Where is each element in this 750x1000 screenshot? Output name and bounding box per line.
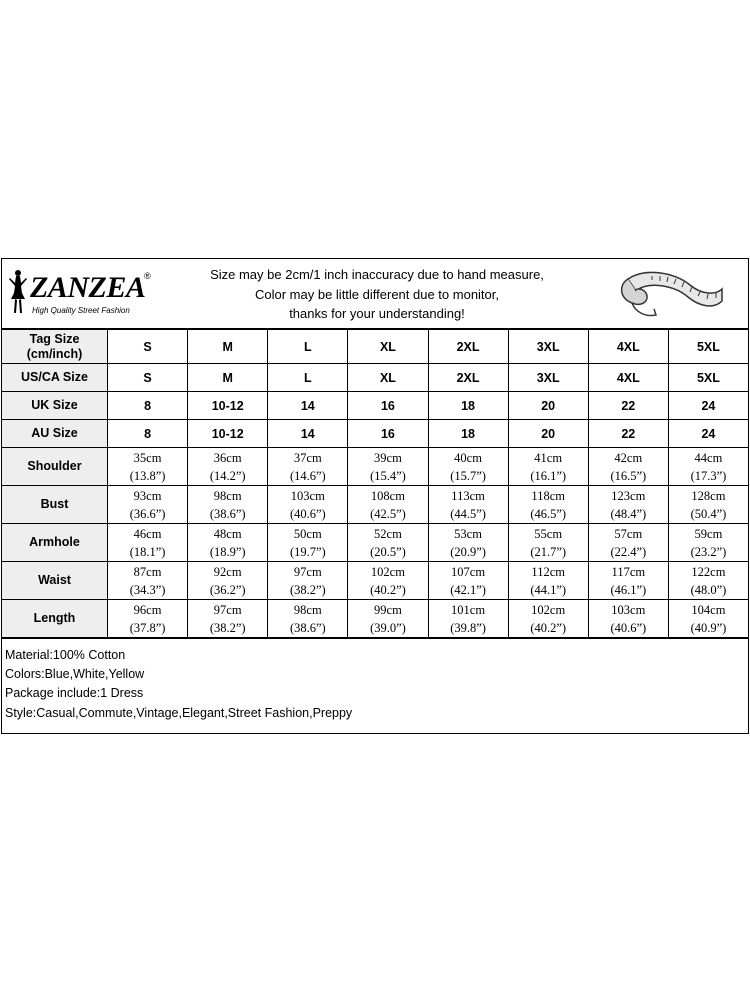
measure-inch: (50.4”) [690, 506, 727, 521]
measure-cell [508, 562, 588, 600]
measure-inch: (20.9”) [450, 544, 486, 559]
measure-inch: (38.6”) [289, 620, 326, 635]
measure-inch: (23.2”) [690, 544, 727, 559]
measure-cell [268, 600, 348, 638]
notice-line: Size may be 2cm/1 inch inaccuracy due to hand measure, [210, 267, 544, 282]
size-cell: 4XL [588, 330, 668, 364]
measure-cm: 52cm [374, 526, 402, 541]
size-cell: L [268, 330, 348, 364]
info-material: Material:100% Cotton [5, 648, 126, 662]
size-cell: 4XL [588, 364, 668, 392]
measure-cell [668, 486, 748, 524]
brand-logo [6, 269, 156, 319]
measure-cm: 118cm [531, 488, 565, 503]
measure-inch: (40.9”) [690, 620, 727, 635]
size-cell: 20 [508, 392, 588, 420]
measure-cm: 123cm [611, 488, 646, 503]
measure-cm: 101cm [451, 602, 486, 617]
measure-cell [428, 524, 508, 562]
row-label: AU Size [2, 420, 108, 448]
size-cell: 20 [508, 420, 588, 448]
measure-cell [668, 562, 748, 600]
measure-cm: 42cm [614, 450, 643, 465]
measure-cm: 128cm [691, 488, 726, 503]
size-cell: 22 [588, 420, 668, 448]
size-cell: 2XL [428, 330, 508, 364]
measure-cm: 39cm [374, 450, 402, 465]
measure-cm: 37cm [293, 450, 322, 465]
size-row [2, 392, 749, 420]
measure-cell [508, 486, 588, 524]
row-label: Length [2, 600, 108, 638]
measure-cell [268, 448, 348, 486]
measure-cell [588, 562, 668, 600]
measure-inch: (14.2”) [209, 468, 246, 483]
size-cell: 14 [268, 420, 348, 448]
measure-cell [428, 448, 508, 486]
measure-inch: (38.2”) [289, 582, 326, 597]
size-cell: 8 [108, 392, 188, 420]
measure-cell [268, 486, 348, 524]
measure-inch: (14.6”) [289, 468, 326, 483]
measure-cm: 36cm [213, 450, 242, 465]
info-style: Style:Casual,Commute,Vintage,Elegant,Street Fashion,Preppy [5, 705, 353, 720]
size-cell: 10-12 [188, 420, 268, 448]
measure-inch: (37.8”) [129, 620, 166, 635]
measure-cell [108, 486, 188, 524]
measure-cell [268, 524, 348, 562]
measure-inch: (34.3”) [129, 582, 166, 597]
size-cell: XL [348, 330, 428, 364]
measure-cm: 103cm [611, 602, 646, 617]
row-label: Shoulder [2, 448, 108, 486]
measure-inch: (38.2”) [209, 620, 246, 635]
measure-inch: (39.8”) [450, 620, 486, 635]
measure-cm: 44cm [694, 450, 723, 465]
measure-cell [348, 448, 428, 486]
measure-cell [508, 600, 588, 638]
measure-inch: (15.4”) [370, 468, 406, 483]
row-label: Tag Size (cm/inch) [2, 330, 108, 364]
size-row [2, 364, 749, 392]
measure-cell [508, 448, 588, 486]
measure-cell [348, 486, 428, 524]
size-cell: S [108, 364, 188, 392]
measure-cm: 96cm [133, 602, 162, 617]
woman-figure-icon [6, 269, 30, 315]
measure-inch: (36.6”) [129, 506, 166, 521]
measure-inch: (16.1”) [530, 468, 567, 483]
brand-name: ZANZEA [30, 271, 146, 304]
measure-inch: (16.5”) [610, 468, 647, 483]
measure-inch: (46.5”) [530, 506, 567, 521]
info-package: Package include:1 Dress [5, 686, 144, 701]
measure-row [2, 486, 749, 524]
size-row [2, 330, 749, 364]
measure-cm: 55cm [534, 526, 563, 541]
info-colors: Colors:Blue,White,Yellow [5, 667, 145, 682]
product-info [2, 638, 748, 733]
measure-cell [588, 486, 668, 524]
size-cell: 14 [268, 392, 348, 420]
measure-cm: 104cm [691, 602, 726, 617]
measure-cm: 41cm [534, 450, 563, 465]
measure-cell [588, 600, 668, 638]
notice-line: Color may be little different due to monitor, [255, 286, 499, 302]
size-table [1, 329, 749, 638]
measure-cm: 59cm [694, 526, 723, 541]
chart-header [2, 259, 748, 329]
row-label: Waist [2, 562, 108, 600]
measure-cell [108, 524, 188, 562]
size-cell: 22 [588, 392, 668, 420]
measure-cm: 93cm [133, 488, 162, 503]
measure-inch: (38.6”) [209, 506, 246, 521]
measure-inch: (13.8”) [129, 468, 166, 483]
measure-row [2, 524, 749, 562]
measure-cell [348, 562, 428, 600]
measure-cm: 103cm [290, 488, 325, 503]
measure-cm: 97cm [213, 602, 242, 617]
measure-cm: 107cm [451, 564, 486, 579]
notice-line: thanks for your understanding! [289, 306, 465, 321]
measure-cm: 57cm [614, 526, 643, 541]
measure-row [2, 600, 749, 638]
measure-inch: (40.6”) [610, 620, 647, 635]
measure-cm: 48cm [213, 526, 242, 541]
measure-inch: (17.3”) [690, 468, 727, 483]
measure-cm: 108cm [370, 488, 405, 503]
measure-cell [188, 486, 268, 524]
size-cell: 18 [428, 420, 508, 448]
notice-text [162, 265, 592, 324]
registered-mark: ® [144, 271, 151, 281]
measure-cell [428, 486, 508, 524]
measure-cm: 92cm [213, 564, 242, 579]
size-cell: M [188, 330, 268, 364]
size-cell: 3XL [508, 364, 588, 392]
measure-cm: 98cm [213, 488, 242, 503]
size-cell: 3XL [508, 330, 588, 364]
size-cell: 24 [668, 392, 748, 420]
size-cell: 16 [348, 420, 428, 448]
measure-cell [668, 448, 748, 486]
measure-inch: (15.7”) [450, 468, 486, 483]
size-cell: 5XL [668, 364, 748, 392]
measure-cm: 98cm [293, 602, 322, 617]
measuring-tape-icon [616, 265, 726, 321]
measure-inch: (22.4”) [610, 544, 647, 559]
brand-tagline: High Quality Street Fashion [32, 306, 130, 315]
measure-cm: 35cm [133, 450, 162, 465]
measure-cm: 102cm [531, 602, 566, 617]
measure-inch: (19.7”) [289, 544, 326, 559]
measure-cm: 99cm [374, 602, 402, 617]
measure-cell [108, 448, 188, 486]
measure-cell [268, 562, 348, 600]
size-cell: 10-12 [188, 392, 268, 420]
measure-cell [348, 600, 428, 638]
measure-inch: (48.0”) [690, 582, 727, 597]
size-chart [1, 258, 749, 734]
measure-row [2, 562, 749, 600]
row-label: Bust [2, 486, 108, 524]
size-cell: 2XL [428, 364, 508, 392]
measure-cm: 87cm [133, 564, 162, 579]
size-cell: 8 [108, 420, 188, 448]
measure-cell [188, 524, 268, 562]
measure-cm: 102cm [370, 564, 405, 579]
measure-cell [508, 524, 588, 562]
measure-cell [348, 524, 428, 562]
size-cell: L [268, 364, 348, 392]
measure-inch: (21.7”) [530, 544, 567, 559]
measure-cm: 122cm [691, 564, 726, 579]
measure-cm: 40cm [454, 450, 482, 465]
measure-cell [588, 448, 668, 486]
measure-cell [108, 562, 188, 600]
measure-cm: 112cm [531, 564, 565, 579]
row-label: UK Size [2, 392, 108, 420]
measure-cell [428, 600, 508, 638]
row-label: Armhole [2, 524, 108, 562]
measure-inch: (40.2”) [530, 620, 567, 635]
size-cell: M [188, 364, 268, 392]
measure-cell [108, 600, 188, 638]
measure-cell [668, 524, 748, 562]
measure-cell [188, 448, 268, 486]
measure-inch: (36.2”) [209, 582, 246, 597]
measure-cell [588, 524, 668, 562]
size-cell: XL [348, 364, 428, 392]
measure-cm: 50cm [293, 526, 322, 541]
measure-cell [188, 562, 268, 600]
measure-inch: (39.0”) [370, 620, 406, 635]
measure-inch: (42.1”) [450, 582, 486, 597]
size-row [2, 420, 749, 448]
measure-inch: (42.5”) [370, 506, 406, 521]
measure-cell [428, 562, 508, 600]
measure-inch: (44.5”) [450, 506, 486, 521]
size-cell: 24 [668, 420, 748, 448]
measure-inch: (48.4”) [610, 506, 647, 521]
measure-inch: (40.2”) [370, 582, 406, 597]
size-cell: 5XL [668, 330, 748, 364]
measure-cm: 46cm [133, 526, 162, 541]
measure-cm: 113cm [451, 488, 485, 503]
measure-inch: (20.5”) [370, 544, 406, 559]
measure-cell [668, 600, 748, 638]
size-cell: S [108, 330, 188, 364]
measure-inch: (18.9”) [209, 544, 246, 559]
measure-cell [188, 600, 268, 638]
row-label: US/CA Size [2, 364, 108, 392]
measure-cm: 53cm [454, 526, 482, 541]
measure-inch: (44.1”) [530, 582, 567, 597]
measure-inch: (40.6”) [289, 506, 326, 521]
measure-inch: (18.1”) [129, 544, 166, 559]
size-cell: 16 [348, 392, 428, 420]
measure-row [2, 448, 749, 486]
measure-cm: 117cm [611, 564, 646, 579]
measure-cm: 97cm [293, 564, 322, 579]
size-cell: 18 [428, 392, 508, 420]
measure-inch: (46.1”) [610, 582, 647, 597]
